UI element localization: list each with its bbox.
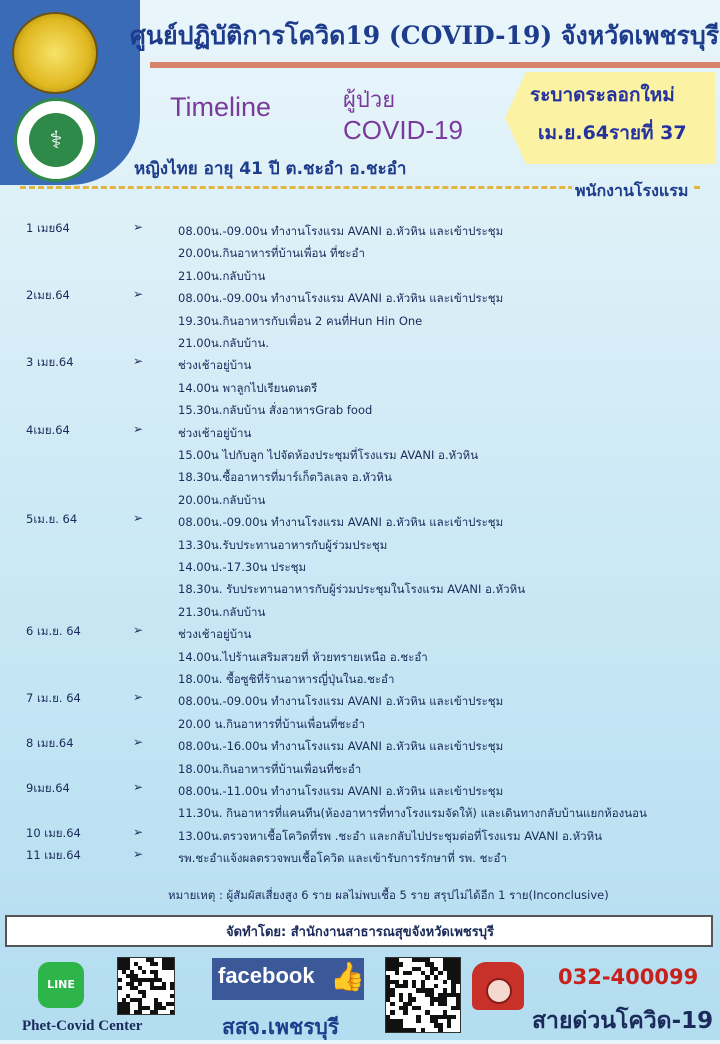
bullet-arrow-icon: ➢ xyxy=(133,354,144,369)
timeline-date: 7 เม.ย. 64 xyxy=(26,691,81,706)
timeline-activity: ช่วงเช้าอยู่บ้าน xyxy=(178,358,252,373)
covid-heading: COVID-19 xyxy=(343,115,463,145)
timeline-activity: 20.00น.กินอาหารที่บ้านเพื่อน ที่ชะอำ xyxy=(178,246,365,261)
timeline-activity: 08.00น.-09.00น ทำงานโรงแรม AVANI อ.หัวหิน และเข้าประชุม xyxy=(178,224,504,238)
timeline-activity: 14.00น.-17.30น ประชุม xyxy=(178,560,307,574)
timeline-activity: 08.00น.-09.00น ทำงานโรงแรม AVANI อ.หัวหิน และเข้าประชุม xyxy=(178,515,504,530)
qr-code-icon[interactable] xyxy=(385,957,461,1033)
bullet-arrow-icon: ➢ xyxy=(133,824,144,839)
producer-text: จัดทำโดย: สำนักงานสาธารณสุขจังหวัดเพชรบุรี xyxy=(226,925,494,940)
qr-code-icon[interactable] xyxy=(117,957,175,1015)
timeline-activity: 21.00น.กลับบ้าน xyxy=(178,268,266,283)
timeline-activity: 08.00น.-16.00น ทำงานโรงแรม AVANI อ.หัวหิน และเข้าประชุม xyxy=(178,739,504,754)
telephone-icon xyxy=(472,962,524,1010)
timeline-activity: 18.00น.กินอาหารที่บ้านเพื่อนที่ชะอำ xyxy=(178,761,362,776)
facebook-page-label: สสจ.เพชรบุรี xyxy=(222,1015,340,1039)
timeline-date: 8 เมย.64 xyxy=(26,736,74,751)
banner-case-number: เม.ย.64รายที่ 37 xyxy=(538,122,687,144)
timeline-activity: 20.00น.กลับบ้าน xyxy=(178,492,266,507)
timeline-activity: 08.00น.-11.00น ทำงานโรงแรม AVANI อ.หัวหิน และเข้าประชุม xyxy=(178,784,504,798)
timeline-activity: 14.00น.ไปร้านเสริมสวยที่ ห้วยทรายเหนือ อ.ชะอำ xyxy=(178,649,428,664)
timeline-activity: 15.30น.กลับบ้าน สั่งอาหารGrab food xyxy=(178,403,373,418)
timeline-heading: Timeline xyxy=(170,92,272,122)
line-app-icon[interactable]: LINE xyxy=(38,962,84,1008)
bullet-arrow-icon: ➢ xyxy=(133,735,144,750)
timeline-date: 3 เมย.64 xyxy=(26,355,74,370)
timeline-activity: 08.00น.-09.00น ทำงานโรงแรม AVANI อ.หัวหิน และเข้าประชุม xyxy=(178,291,504,306)
footnote: หมายเหตุ : ผู้สัมผัสเสี่ยงสูง 6 ราย ผลไม่พบเชื้อ 5 ราย สรุปไม่ได้อีก 1 ราย(Inconclusive) xyxy=(168,888,609,902)
timeline-activity: ช่วงเช้าอยู่บ้าน xyxy=(178,425,252,440)
title-divider xyxy=(150,62,720,68)
bullet-arrow-icon: ➢ xyxy=(133,511,144,526)
facebook-like-icon: 👍 xyxy=(330,960,365,993)
bullet-arrow-icon: ➢ xyxy=(133,287,144,302)
timeline-activity: 13.00น.ตรวจหาเชื้อโควิดที่รพ .ชะอำ และกลับไปประชุมต่อที่โรงแรม AVANI อ.หัวหิน xyxy=(178,828,603,843)
patient-heading: ผู้ป่วย xyxy=(343,87,396,112)
timeline-date: 9เมย.64 xyxy=(26,781,70,795)
bullet-arrow-icon: ➢ xyxy=(133,220,144,234)
timeline-activity: 18.00น. ซื้อซูชิที่ร้านอาหารญี่ปุ่นในอ.ชะอำ xyxy=(178,672,395,686)
timeline-activity: 13.30น.รับประทานอาหารกับผู้ร่วมประชุม xyxy=(178,537,388,552)
page-title: ศูนย์ปฏิบัติการโควิด19 (COVID-19) จังหวัดเพชรบุรี xyxy=(130,21,720,50)
timeline-activity: 21.30น.กลับบ้าน xyxy=(178,604,266,619)
hotline-label: สายด่วนโควิด-19 xyxy=(532,1008,714,1034)
timeline-activity: 14.00น พาลูกไปเรียนดนตรี xyxy=(178,380,318,395)
timeline-date: 10 เมย.64 xyxy=(26,825,81,840)
timeline-date: 6 เม.ย. 64 xyxy=(26,624,81,639)
timeline-activity: 19.30น.กินอาหารกับเพื่อน 2 คนที่Hun Hin One xyxy=(178,313,423,328)
timeline-activity: 18.30น.ซื้ออาหารที่มาร์เก็ตวิลเลจ อ.หัวหิน xyxy=(178,470,392,485)
bullet-arrow-icon: ➢ xyxy=(133,847,144,862)
timeline-activity: 21.00น.กลับบ้าน. xyxy=(178,336,270,350)
timeline-date: 11 เมย.64 xyxy=(26,848,81,863)
bullet-arrow-icon: ➢ xyxy=(133,421,144,436)
timeline-activity: 20.00 น.กินอาหารที่บ้านเพื่อนที่ชะอำ xyxy=(178,716,365,731)
patient-info: หญิงไทย อายุ 41 ปี ต.ชะอำ อ.ชะอำ xyxy=(134,159,407,179)
timeline-date: 1 เมย64 xyxy=(26,221,70,235)
line-account-label: Phet-Covid Center xyxy=(22,1018,143,1034)
timeline-activity: 18.30น. รับประทานอาหารกับผู้ร่วมประชุมในโรงแรม AVANI อ.หัวหิน xyxy=(178,582,526,597)
provincial-seal-icon xyxy=(12,12,98,94)
bullet-arrow-icon: ➢ xyxy=(133,623,144,638)
hotline-number[interactable]: 032-400099 xyxy=(558,965,699,989)
moph-logo-icon: ⚕ xyxy=(14,98,98,182)
timeline-date: 5เม.ย. 64 xyxy=(26,512,78,527)
timeline-date: 4เมย.64 xyxy=(26,422,70,437)
facebook-text: facebook xyxy=(218,963,315,988)
timeline-date: 2เมย.64 xyxy=(26,288,70,303)
bullet-arrow-icon: ➢ xyxy=(133,780,144,794)
timeline-activity: 08.00น.-09.00น ทำงานโรงแรม AVANI อ.หัวหิน และเข้าประชุม xyxy=(178,694,504,709)
patient-occupation: พนักงานโรงแรม xyxy=(572,179,691,204)
timeline-activity: 15.00น ไปกับลูก ไปจัดห้องประชุมที่โรงแรม AVANI อ.หัวหิน xyxy=(178,448,479,462)
bullet-arrow-icon: ➢ xyxy=(133,690,144,705)
banner-wave-text: ระบาดระลอกใหม่ xyxy=(530,84,675,106)
timeline-activity: รพ.ชะอำแจ้งผลตรวจพบเชื้อโควิด และเข้ารับการรักษาที่ รพ. ชะอำ xyxy=(178,851,507,866)
timeline-activity: ช่วงเช้าอยู่บ้าน xyxy=(178,627,252,642)
timeline-activity: 11.30น. กินอาหารที่แคนทีน(ห้องอาหารที่ทางโรงแรมจัดให้) และเดินทางกลับบ้านแยกห้องนอน xyxy=(178,806,647,821)
